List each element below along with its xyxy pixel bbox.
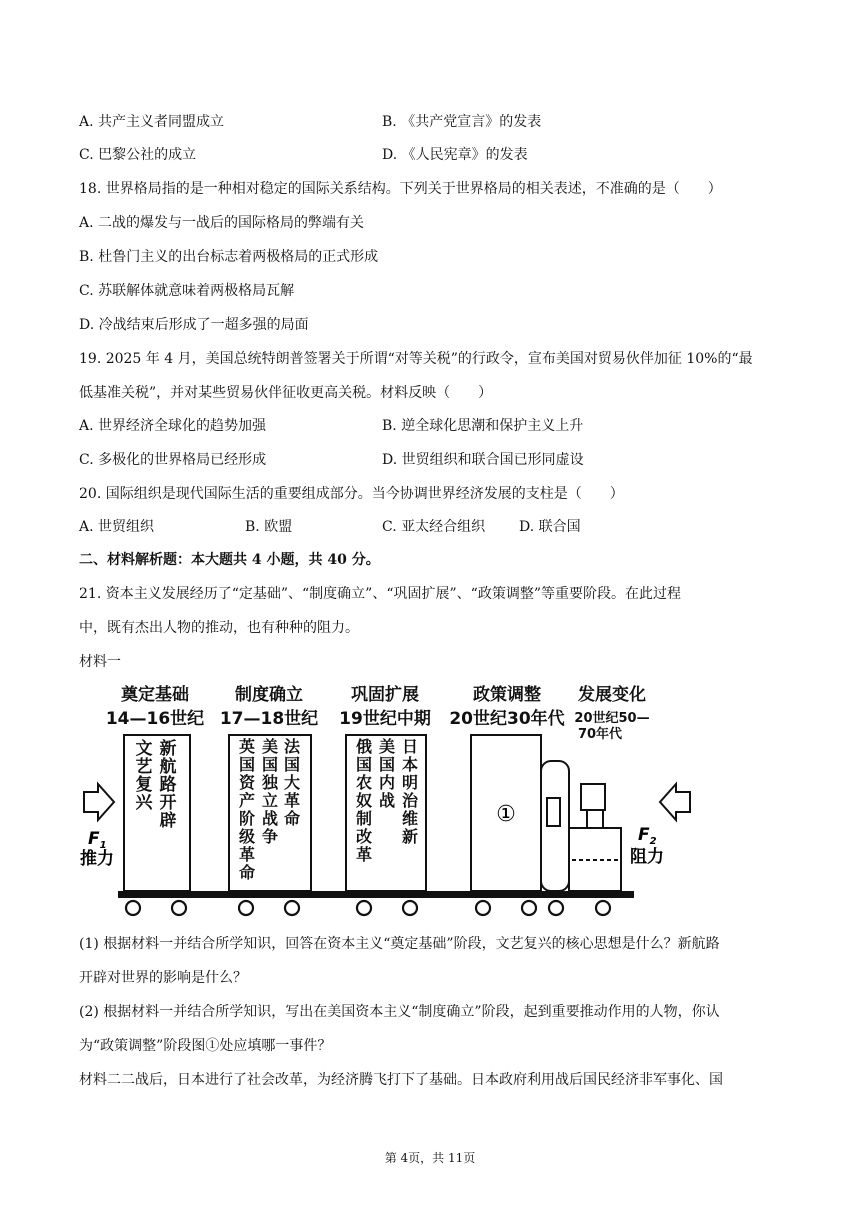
material1-label: 材料一 <box>79 654 121 670</box>
push-force-label: 推力 <box>80 849 114 869</box>
material2-text: 材料二二战后，日本进行了社会改革，为经济腾飞打下了基础。日本政府利用战后国民经济非军事化、国 <box>79 1072 723 1088</box>
q17-option-c: C. 巴黎公社的成立 <box>79 147 197 163</box>
resist-force-symbol: $F_2$ <box>638 825 657 847</box>
stage-period-4: 20世纪30年代 <box>449 709 565 729</box>
wheel <box>549 901 563 915</box>
resist-arrow-icon <box>660 784 690 820</box>
stage-title-3: 巩固扩展 <box>351 685 419 705</box>
q20-option-d: D. 联合国 <box>519 519 581 535</box>
q20-option-c: C. 亚太经合组织 <box>382 519 486 535</box>
q19-stem-line2: 低基准关税”，并对某些贸易伙伴征收更高关税。材料反映（ ） <box>79 385 493 401</box>
q18-option-a: A. 二战的爆发与一战后的国际格局的弊端有关 <box>79 215 365 231</box>
q17-option-a: A. 共产主义者同盟成立 <box>79 114 225 130</box>
wheel <box>476 901 490 915</box>
car-1-col-2: 文艺复兴 <box>135 739 153 813</box>
wheel <box>126 901 140 915</box>
q19-option-d: D. 世贸组织和联合国已形同虚设 <box>382 452 584 468</box>
stage-period-5-line1: 20世纪50— <box>574 711 650 726</box>
car-1 <box>124 735 190 891</box>
page-footer: 第 4页，共 11页 <box>384 1151 476 1165</box>
wheel <box>596 901 610 915</box>
wheel <box>285 901 299 915</box>
q21-sub2-line1: (2) 根据材料一并结合所学知识，写出在美国资本主义“制度确立”阶段，起到重要推动作用的人物，你认 <box>79 1004 720 1020</box>
car-3-col-2: 美国内战 <box>378 737 396 810</box>
stage-title-1: 奠定基础 <box>121 685 189 705</box>
car-2-col-1: 法国大革命 <box>283 737 301 828</box>
train-chassis <box>118 891 634 898</box>
q18-option-c: C. 苏联解体就意味着两极格局瓦解 <box>79 283 295 299</box>
q20-option-b: B. 欧盟 <box>245 519 293 535</box>
q21-sub1-line2: 开辟对世界的影响是什么？ <box>79 970 247 986</box>
q19-option-b: B. 逆全球化思潮和保护主义上升 <box>382 418 584 434</box>
section-heading: 二、材料解析题：本大题共 4 小题，共 40 分。 <box>79 552 380 568</box>
stage-title-5: 发展变化 <box>578 685 646 705</box>
q19-stem-line1: 19. 2025 年 4 月，美国总统特朗普签署关于所谓“对等关税”的行政令，宣布美国对贸易伙伴加征 10%的“最 <box>79 351 753 367</box>
q20-stem: 20. 国际组织是现代国际生活的重要组成部分。当今协调世界经济发展的支柱是（ ） <box>79 486 624 502</box>
stage-period-1: 14—16世纪 <box>105 709 205 729</box>
blank-marker: ① <box>496 802 516 827</box>
stage-title-2: 制度确立 <box>235 685 303 705</box>
car-2-col-2: 美国独立战争 <box>261 737 279 846</box>
wheel <box>403 901 417 915</box>
locomotive <box>541 761 621 891</box>
q19-option-a: A. 世界经济全球化的趋势加强 <box>79 418 267 434</box>
car-3-col-1: 日本明治维新 <box>401 737 419 846</box>
q20-option-a: A. 世贸组织 <box>79 519 155 535</box>
wheel <box>522 901 536 915</box>
q18-option-b: B. 杜鲁门主义的出台标志着两极格局的正式形成 <box>79 249 379 265</box>
wheel <box>172 901 186 915</box>
wheel <box>357 901 371 915</box>
q21-sub2-line2: 为“政策调整”阶段图①处应填哪一事件？ <box>79 1038 332 1054</box>
wheels <box>126 901 610 915</box>
stage-period-5-line2: 70年代 <box>577 727 623 742</box>
resist-force-label: 阻力 <box>630 847 664 867</box>
car-1-col-1: 新航路开辟 <box>159 739 177 831</box>
q21-sub1-line1: (1) 根据材料一并结合所学知识，回答在资本主义“奠定基础”阶段，文艺复兴的核心思想是什么？新航路 <box>79 936 720 952</box>
q21-stem-line1: 21. 资本主义发展经历了“定基础”、“制度确立”、“巩固扩展”、“政策调整”等重要阶段。在此过程 <box>79 586 681 602</box>
q17-option-d: D. 《人民宪章》的发表 <box>382 147 528 163</box>
q21-stem-line2: 中，既有杰出人物的推动，也有种种的阻力。 <box>79 620 359 636</box>
wheel <box>239 901 253 915</box>
car-2-col-3: 英国资产阶级革命 <box>238 737 256 882</box>
q18-stem: 18. 世界格局指的是一种相对稳定的国际关系结构。下列关于世界格局的相关表述，不准确的是（ ） <box>79 181 722 197</box>
stage-period-2: 17—18世纪 <box>219 709 319 729</box>
push-force-symbol: $F_1$ <box>88 829 107 851</box>
push-arrow-icon <box>84 784 114 820</box>
train-diagram <box>78 678 698 922</box>
q17-option-b: B. 《共产党宣言》的发表 <box>382 114 542 130</box>
stage-title-4: 政策调整 <box>473 685 541 705</box>
q18-option-d: D. 冷战结束后形成了一超多强的局面 <box>79 317 309 333</box>
stage-period-3: 19世纪中期 <box>339 709 431 729</box>
car-3-col-3: 俄国农奴制改革 <box>355 737 373 864</box>
q19-option-c: C. 多极化的世界格局已经形成 <box>79 452 267 468</box>
